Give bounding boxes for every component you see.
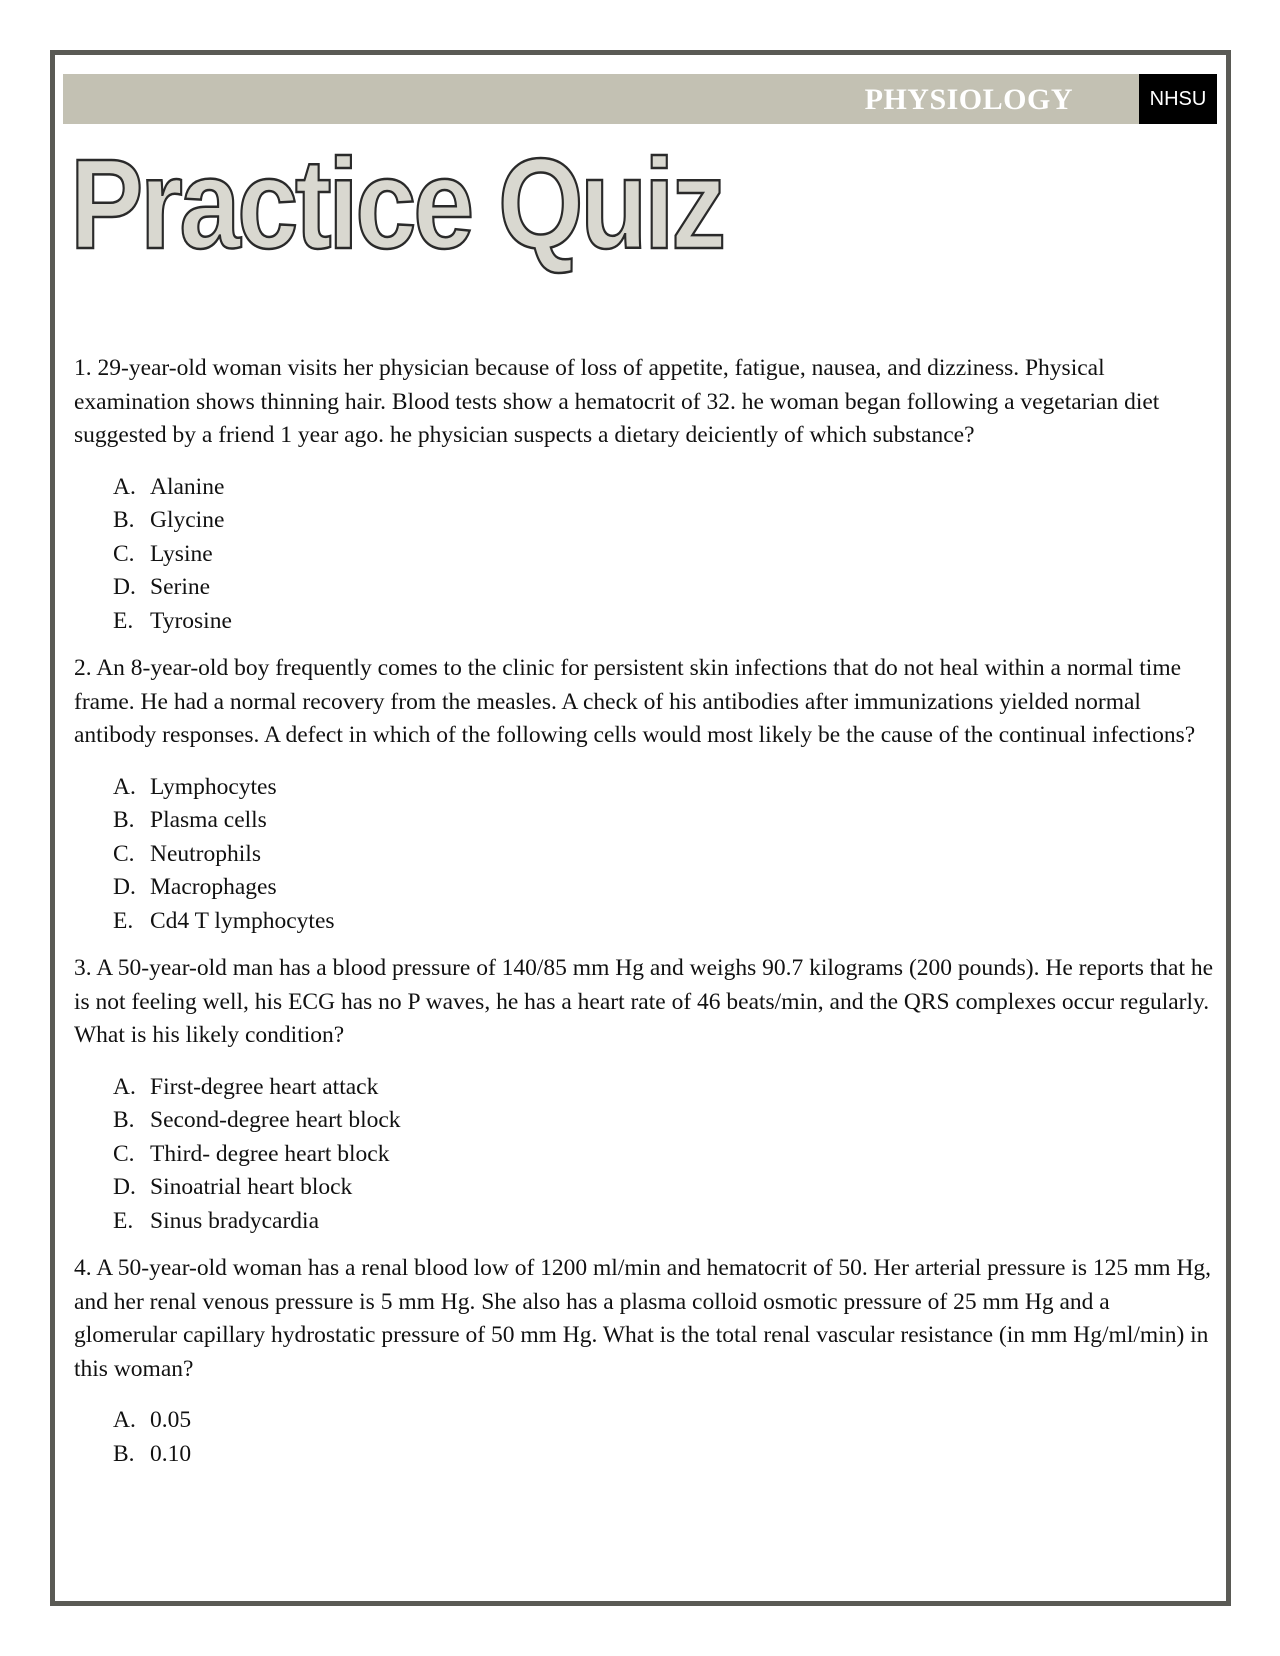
option-letter: D.	[113, 1174, 136, 1200]
header-subject: PHYSIOLOGY	[864, 83, 1073, 116]
question-3	[74, 952, 1214, 1238]
option-text: Serine	[150, 574, 211, 600]
option-letter: E.	[113, 1207, 134, 1234]
question-4	[74, 1252, 1214, 1471]
option-letter: C.	[113, 1140, 135, 1167]
option-text: Second-degree heart block	[150, 1107, 401, 1133]
option-text: Macrophages	[150, 874, 277, 900]
answer-option	[113, 504, 1214, 538]
option-text: 0.10	[150, 1440, 192, 1467]
answer-options	[113, 771, 1214, 939]
question-text: 3. A 50-year-old man has a blood pressure of 140/85 mm Hg and weighs 90.7 kilograms (200 pounds). He reports that he is not feeling well, his ECG has no P waves, he has a heart rate of 46 beats/min, and the QRS complexes occur regularly. What is his likely condition?	[74, 955, 1214, 1048]
answer-options	[113, 471, 1214, 639]
option-text: Tyrosine	[150, 607, 232, 634]
page-title: Practice Quiz	[70, 133, 723, 276]
answer-option	[113, 1171, 1214, 1205]
option-letter: A.	[113, 473, 136, 500]
option-letter: E.	[113, 607, 134, 634]
answer-option	[113, 804, 1214, 838]
header-badge: NHSU	[1139, 74, 1217, 124]
answer-options	[113, 1404, 1214, 1471]
option-text: 0.05	[150, 1407, 192, 1433]
question-1	[74, 352, 1214, 638]
option-letter: A.	[113, 773, 136, 800]
option-text: Lysine	[150, 540, 213, 567]
answer-option	[113, 1205, 1214, 1239]
answer-option	[113, 538, 1214, 572]
option-text: Neutrophils	[150, 840, 261, 867]
question-text: 4. A 50-year-old woman has a renal blood low of 1200 ml/min and hematocrit of 50. Her arterial pressure is 125 mm Hg, and her renal venous pressure is 5 mm Hg. She also has a plasma colloid osmotic pressure of 25 mm Hg and a glomerular capillary hydrostatic pressure of 50 mm Hg. What is the total renal vascular resistance (in mm Hg/ml/min) in this woman?	[74, 1255, 1212, 1382]
answer-option	[113, 1404, 1214, 1438]
option-letter: C.	[113, 840, 135, 867]
option-text: Third- degree heart block	[150, 1140, 390, 1167]
answer-option	[113, 571, 1214, 605]
answer-option	[113, 1104, 1214, 1138]
option-letter: C.	[113, 540, 135, 567]
option-letter: D.	[113, 574, 136, 600]
answer-option	[113, 1071, 1214, 1105]
option-text: Sinus bradycardia	[150, 1207, 320, 1234]
option-letter: B.	[113, 1107, 135, 1133]
question-text: 2. An 8-year-old boy frequently comes to the clinic for persistent skin infections that do not heal within a normal time frame. He had a normal recovery from the measles. A check of his antibodies after immunizations yielded normal antibody responses. A defect in which of the following cells would most likely be the cause of the continual infections?	[74, 655, 1196, 748]
option-letter: B.	[113, 1440, 135, 1467]
option-letter: B.	[113, 507, 135, 533]
option-letter: B.	[113, 807, 135, 833]
answer-option	[113, 771, 1214, 805]
question-2	[74, 652, 1214, 938]
option-letter: D.	[113, 874, 136, 900]
option-text: First-degree heart attack	[150, 1073, 379, 1100]
answer-option	[113, 871, 1214, 905]
option-text: Cd4 T lymphocytes	[150, 907, 335, 934]
option-text: Alanine	[150, 473, 225, 500]
answer-options	[113, 1071, 1214, 1239]
question-text: 1. 29-year-old woman visits her physician because of loss of appetite, fatigue, nausea, and dizziness. Physical examination shows thinning hair. Blood tests show a hematocrit of 32. he woman began following a vegetarian diet suggested by a friend 1 year ago. he physician suspects a dietary deiciently of which substance?	[74, 355, 1160, 448]
answer-option	[113, 605, 1214, 639]
answer-option	[113, 905, 1214, 939]
answer-option	[113, 1438, 1214, 1472]
quiz-content	[74, 352, 1214, 1483]
answer-option	[113, 1138, 1214, 1172]
answer-option	[113, 838, 1214, 872]
option-letter: A.	[113, 1073, 136, 1100]
option-text: Lymphocytes	[150, 773, 277, 800]
option-text: Sinoatrial heart block	[150, 1174, 353, 1200]
answer-option	[113, 471, 1214, 505]
option-letter: A.	[113, 1407, 136, 1433]
option-letter: E.	[113, 907, 134, 934]
option-text: Glycine	[150, 507, 225, 533]
option-text: Plasma cells	[150, 807, 267, 833]
